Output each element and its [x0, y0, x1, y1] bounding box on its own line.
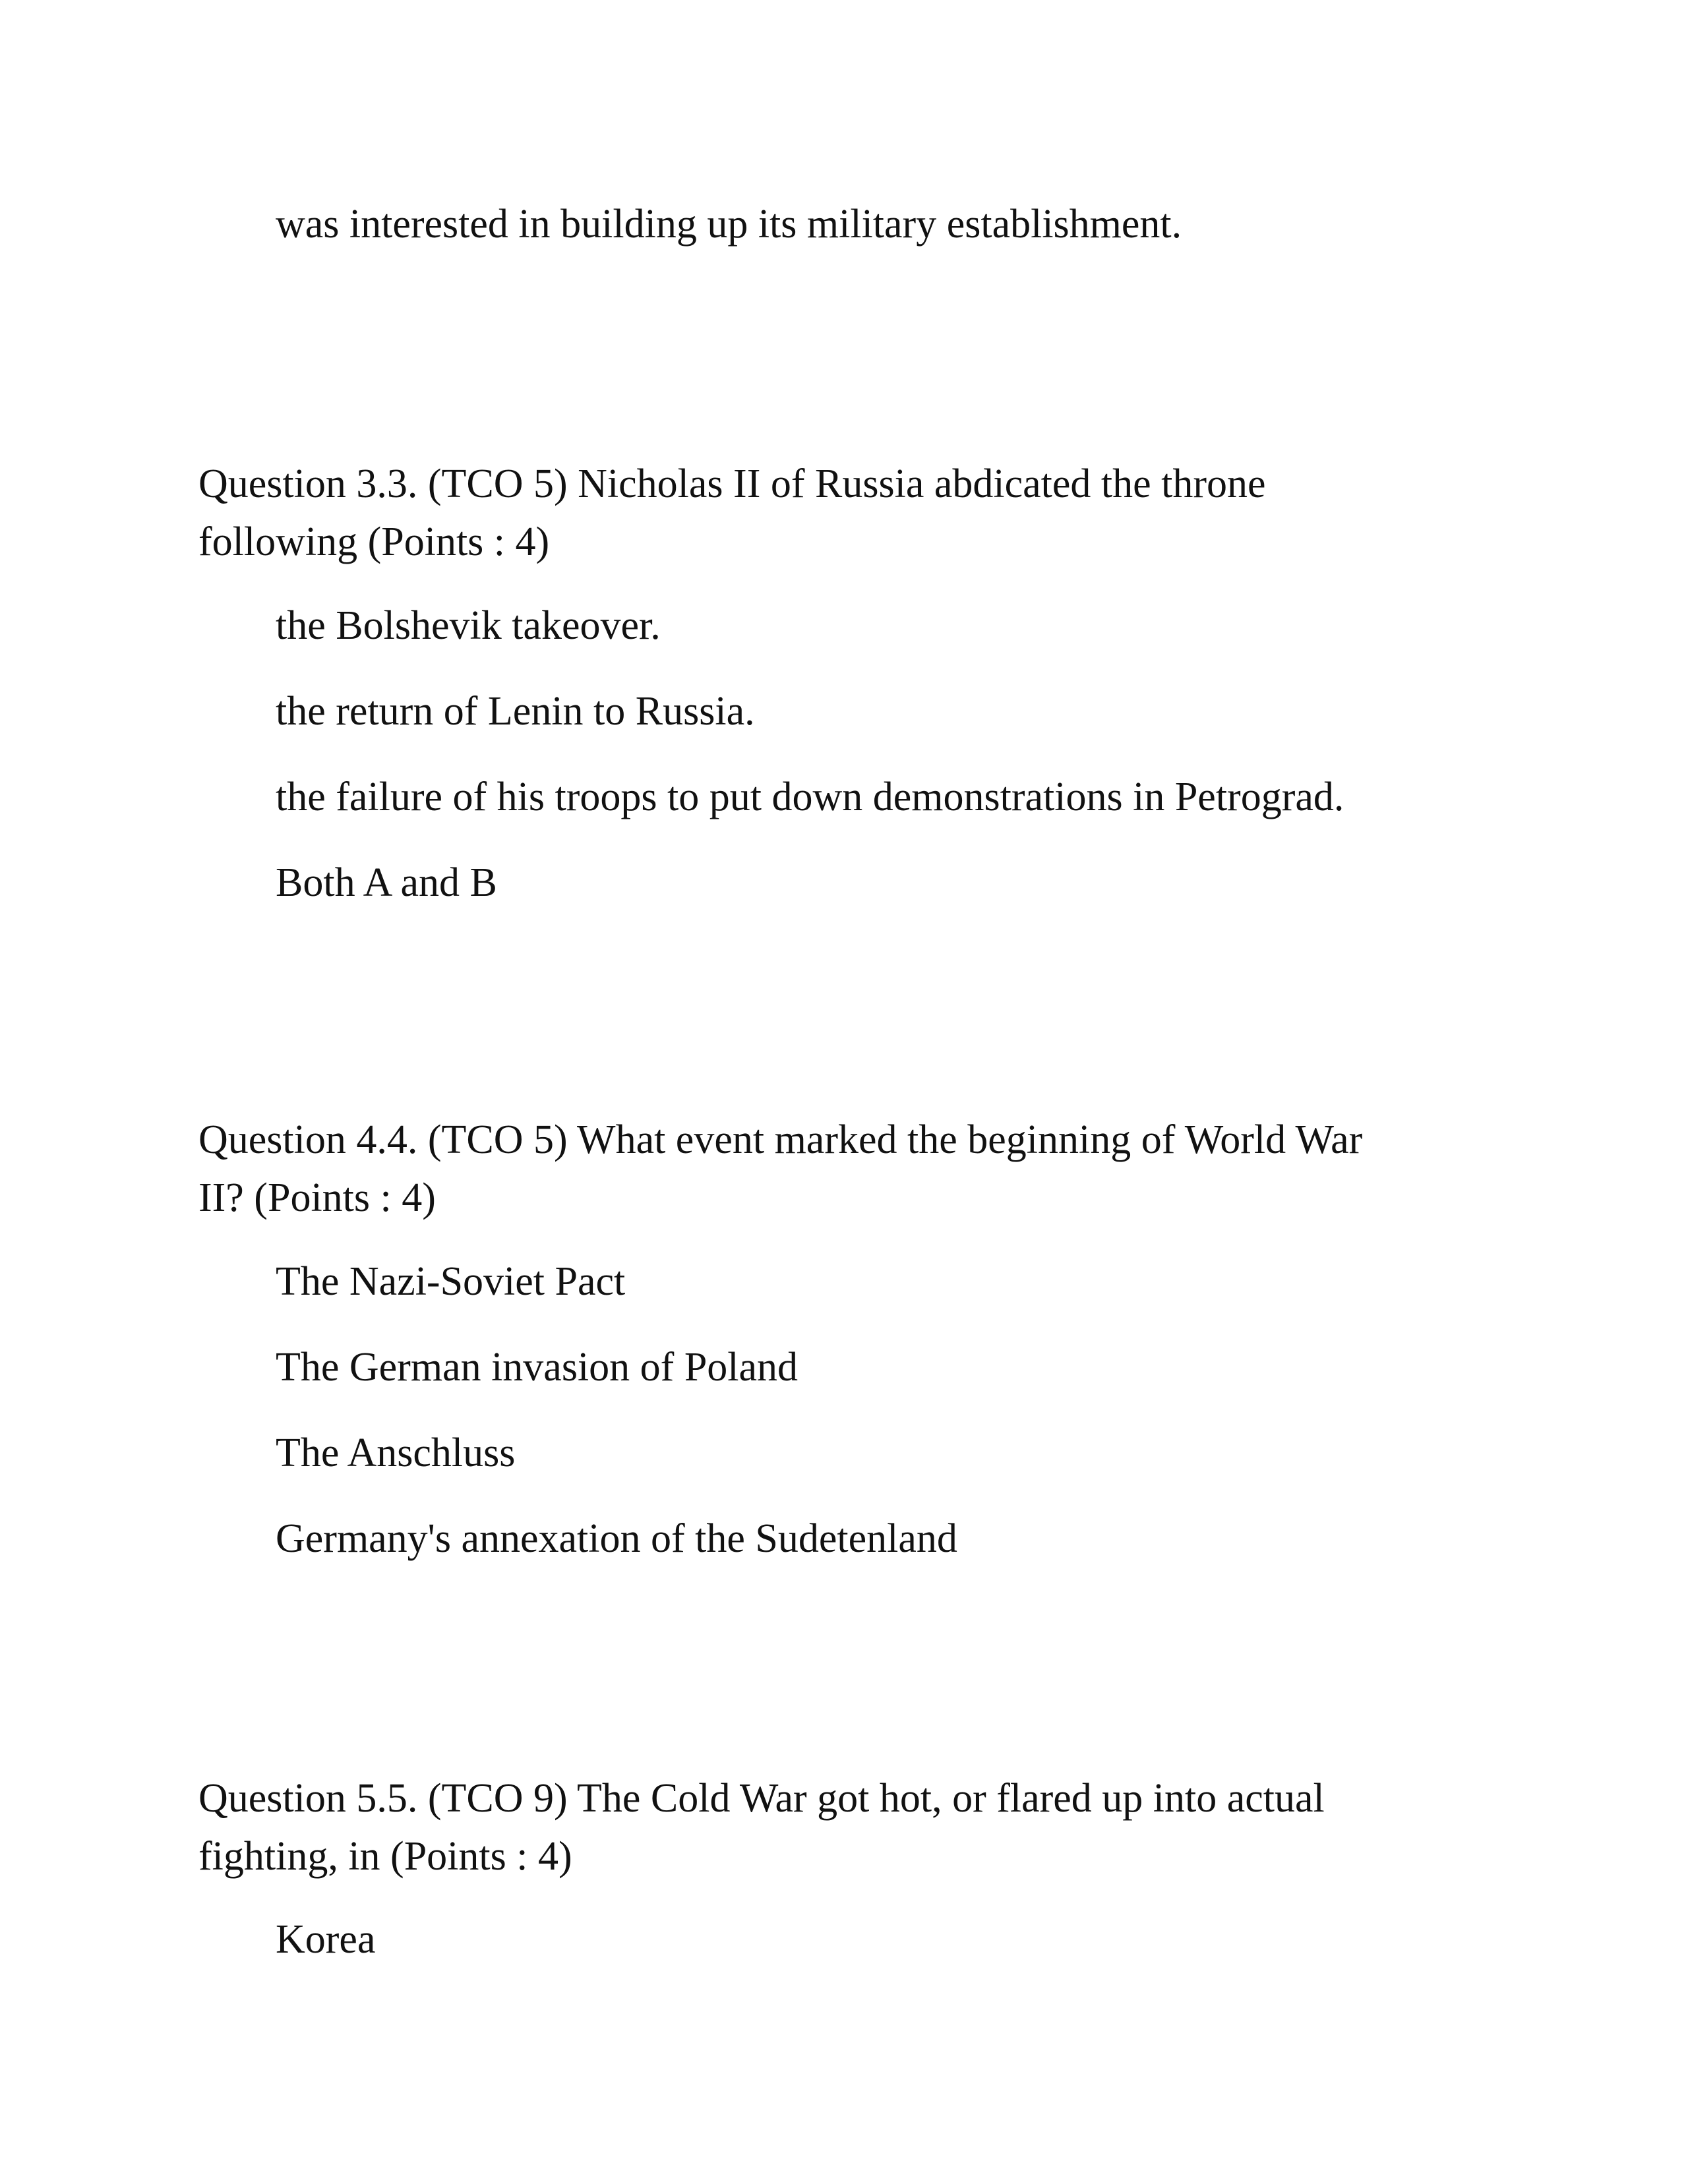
answer-option[interactable]: Both A and B [276, 860, 497, 905]
question-text-line: fighting, in (Points : 4) [198, 1834, 572, 1879]
question-text-line: following (Points : 4) [198, 519, 550, 564]
answer-option[interactable]: was interested in building up its military establishment. [276, 202, 1182, 247]
question-5-5 [198, 1769, 1517, 1885]
question-text-line: II? (Points : 4) [198, 1175, 436, 1220]
answer-option[interactable]: Germany's annexation of the Sudetenland [276, 1516, 957, 1561]
answer-option[interactable]: the Bolshevik takeover. [276, 603, 661, 648]
question-4-4 [198, 1111, 1517, 1227]
question-text-line: Question 4.4. (TCO 5) What event marked the beginning of World War [198, 1117, 1363, 1162]
answer-option[interactable]: The German invasion of Poland [276, 1345, 799, 1390]
question-text-line: Question 5.5. (TCO 9) The Cold War got hot, or flared up into actual [198, 1776, 1325, 1821]
question-3-3 [198, 455, 1517, 571]
answer-option[interactable]: Korea [276, 1917, 376, 1962]
answer-option[interactable]: The Anschluss [276, 1431, 516, 1475]
answer-option[interactable]: the failure of his troops to put down demonstrations in Petrograd. [276, 775, 1344, 819]
answer-option[interactable]: The Nazi-Soviet Pact [276, 1259, 626, 1304]
answer-option[interactable]: the return of Lenin to Russia. [276, 689, 755, 734]
question-text-line: Question 3.3. (TCO 5) Nicholas II of Russia abdicated the throne [198, 461, 1266, 506]
